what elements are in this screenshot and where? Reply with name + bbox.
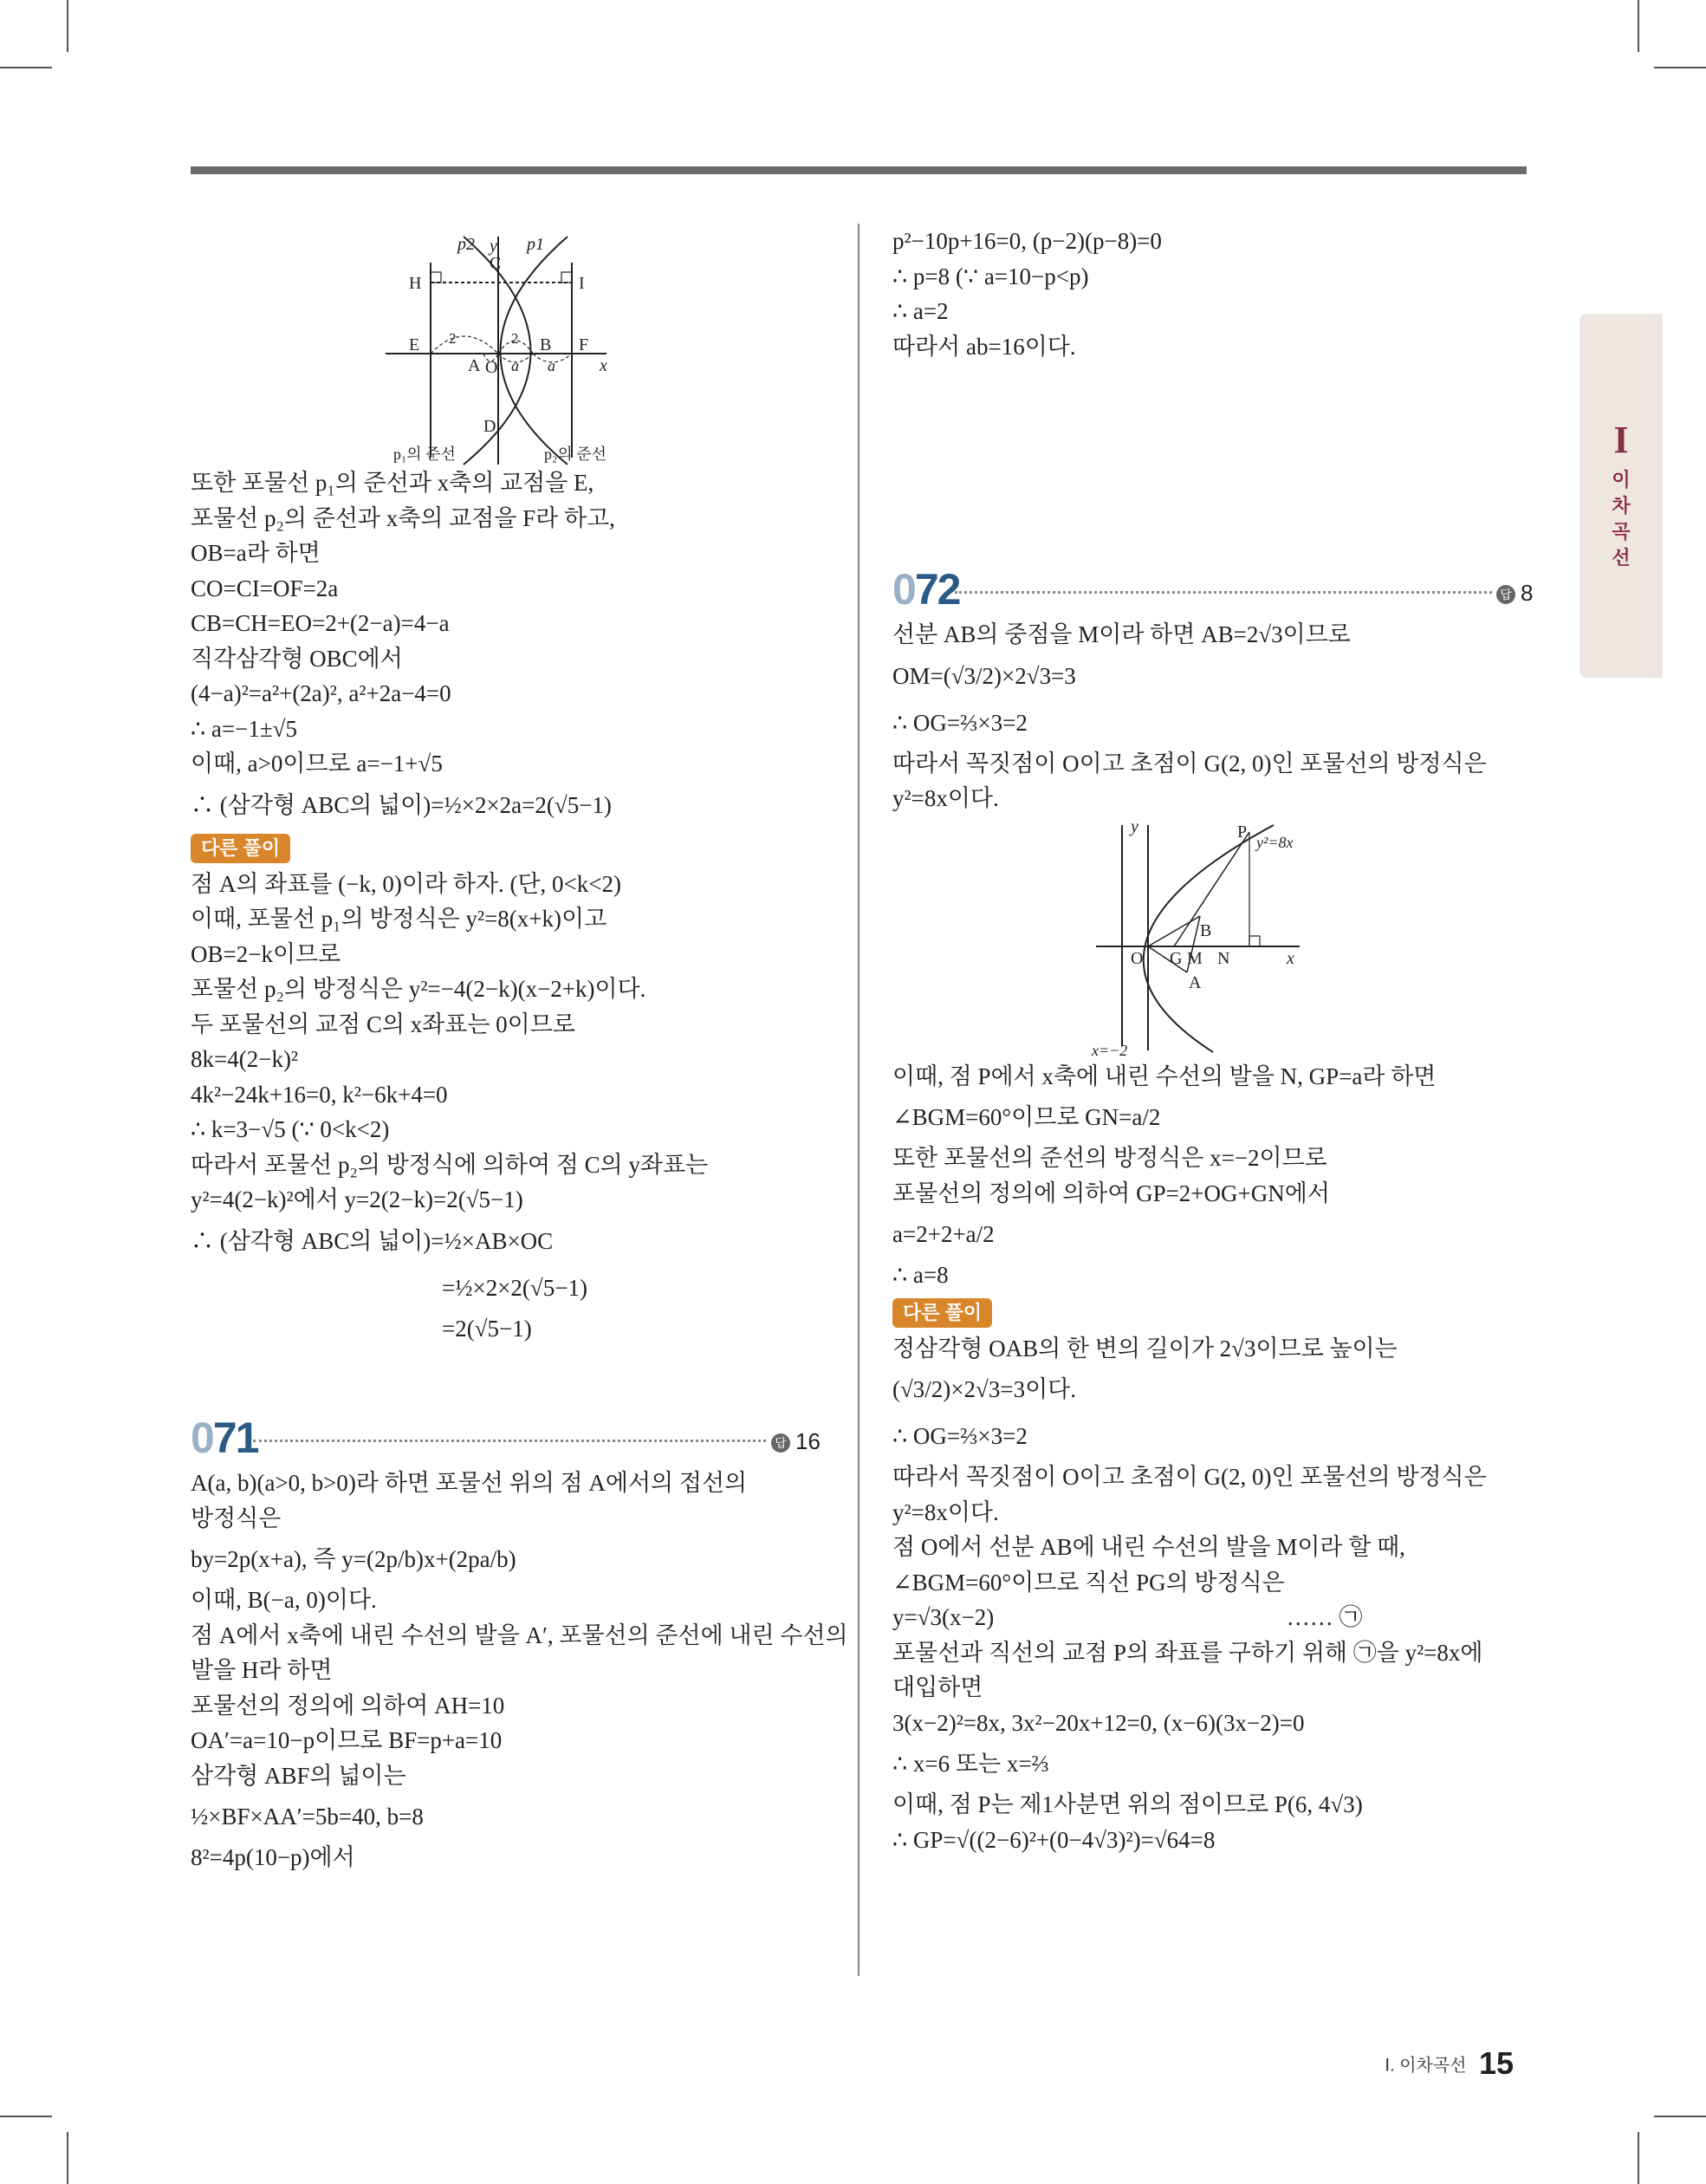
label-O: O: [1131, 948, 1144, 968]
label-M: M: [1187, 948, 1203, 968]
alt-line: 정삼각형 OAB의 한 변의 길이가 2√3이므로 높이는: [892, 1335, 1398, 1362]
alt-line: 포물선 p₂의 방정식은 y²=−4(2−k)(x−2+k)이다.: [191, 976, 646, 1002]
problem-number: 071: [191, 1414, 258, 1462]
label-x: x: [1287, 948, 1294, 968]
label-two-mid: 2: [511, 330, 519, 347]
alt-line: =½×2×2(√5−1): [442, 1274, 587, 1301]
answer-icon: 답: [1496, 585, 1515, 604]
solution-line: ∴ (삼각형 ABC의 넓이)=½×2×2a=2(√5−1): [191, 791, 612, 818]
solution-line: 포물선 p₂의 준선과 x축의 교점을 F라 하고,: [191, 504, 615, 531]
label-B: B: [540, 335, 552, 354]
problem-line: ½×BF×AA′=5b=40, b=8: [191, 1804, 424, 1830]
alt-line: ∴ k=3−√5 (∵ 0<k<2): [191, 1116, 390, 1142]
label-P: P: [1237, 822, 1248, 842]
chapter-roman: I: [1613, 419, 1629, 461]
label-directrix: x=−2: [1092, 1041, 1128, 1059]
right-column: [892, 224, 1534, 1857]
problem-line: OA′=a=10−p이므로 BF=p+a=10: [191, 1727, 503, 1753]
problem-line: y²=8x이다.: [892, 785, 999, 811]
alt-line: 이때, 포물선 p₁의 방정식은 y²=8(x+k)이고: [191, 906, 607, 932]
alt-line: 3(x−2)²=8x, 3x²−20x+12=0, (x−6)(3x−2)=0: [892, 1709, 1305, 1736]
problem-line: 삼각형 ABF의 넓이는: [191, 1762, 406, 1789]
alt-line: =2(√5−1): [442, 1315, 532, 1342]
chapter-side-tab: [1580, 314, 1663, 678]
alt-line: 이때, 점 P는 제1사분면 위의 점이므로 P(6, 4√3): [892, 1791, 1363, 1817]
problem-line: 이때, 점 P에서 x축에 내린 수선의 발을 N, GP=a라 하면: [892, 1063, 1437, 1089]
solution-line: (4−a)²=a²+(2a)², a²+2a−4=0: [191, 680, 451, 706]
alt-line: 따라서 포물선 p₂의 방정식에 의하여 점 C의 y좌표는: [191, 1151, 709, 1178]
label-E: E: [409, 335, 420, 354]
figure-parabola-triangle: [1092, 816, 1343, 1059]
alt-line: 점 O에서 선분 AB에 내린 수선의 발을 M이라 할 때,: [892, 1534, 1405, 1560]
dotted-leader: [253, 1440, 766, 1442]
solution-line: 따라서 ab=16이다.: [892, 333, 1076, 360]
alt-solution-tag-wrap: [191, 829, 832, 867]
label-p2: p2: [457, 235, 475, 254]
crop-mark: [67, 2132, 68, 2184]
label-p1: p1: [527, 235, 544, 254]
crop-mark: [1638, 0, 1639, 52]
alt-line: y²=4(2−k)²에서 y=2(2−k)=2(√5−1): [191, 1186, 523, 1212]
right-angle-mark: [1249, 936, 1260, 946]
segment-GP: [1174, 832, 1249, 946]
caption-directrix-p2: p₂의 준선: [544, 445, 607, 463]
problem-71-header: [191, 1410, 832, 1466]
answer-badge: 답 8: [1496, 575, 1533, 611]
problem-line: ∴ a=8: [892, 1262, 949, 1288]
dim-arc: [431, 336, 498, 354]
label-I: I: [579, 274, 585, 293]
alt-line: ∴ OG=⅔×3=2: [892, 1423, 1028, 1449]
alt-line: 두 포물선의 교점 C의 x좌표는 0이므로: [191, 1011, 575, 1037]
problem-line: ∠BGM=60°이므로 GN=a/2: [892, 1104, 1161, 1130]
label-y: y: [1131, 816, 1138, 836]
label-x: x: [600, 356, 607, 375]
solution-line: CB=CH=EO=2+(2−a)=4−a: [191, 610, 450, 636]
alt-line: ∠BGM=60°이므로 직선 PG의 방정식은: [892, 1569, 1285, 1596]
page-number: 15: [1478, 2045, 1514, 2081]
alt-line: ∴ (삼각형 ABC의 넓이)=½×AB×OC: [191, 1227, 554, 1254]
label-H: H: [409, 274, 422, 293]
alt-line: 대입하면: [892, 1674, 983, 1700]
problem-number: 072: [892, 565, 960, 614]
label-A: A: [1189, 972, 1202, 992]
problem-line: 또한 포물선의 준선의 방정식은 x=−2이므로: [892, 1145, 1327, 1171]
label-B: B: [1200, 920, 1212, 940]
footer-chapter: Ⅰ. 이차곡선: [1385, 2056, 1467, 2076]
alt-line: 포물선과 직선의 교점 P의 좌표를 구하기 위해 ㉠을 y²=8x에: [892, 1639, 1483, 1666]
label-F: F: [579, 335, 589, 354]
figure-two-parabolas: [381, 232, 632, 466]
label-A: A: [468, 356, 481, 375]
crop-mark: [1654, 67, 1706, 68]
alt-line: y²=8x이다.: [892, 1498, 999, 1525]
page-footer: [1385, 2045, 1514, 2082]
label-N: N: [1217, 948, 1230, 968]
answer-icon: 답: [771, 1433, 790, 1453]
alt-line: y=√3(x−2) …… ㉠: [892, 1604, 1363, 1630]
problem-line: 선분 AB의 중점을 M이라 하면 AB=2√3이므로: [892, 621, 1351, 647]
problem-line: 따라서 꼭짓점이 O이고 초점이 G(2, 0)인 포물선의 방정식은: [892, 750, 1487, 777]
chapter-vertical-title: [1580, 468, 1663, 572]
alt-line: ∴ GP=√((2−6)²+(0−4√3)²)=√64=8: [892, 1826, 1216, 1853]
right-angle-mark: [561, 272, 572, 283]
label-eq: y²=8x: [1256, 833, 1294, 851]
alt-line: 4k²−24k+16=0, k²−6k+4=0: [191, 1081, 448, 1108]
column-divider: [858, 224, 859, 1976]
problem-line: ∴ OG=⅔×3=2: [892, 709, 1028, 736]
caption-directrix-p1: p₁의 준선: [393, 445, 456, 463]
solution-line: p²−10p+16=0, (p−2)(p−8)=0: [892, 228, 1162, 254]
crop-mark: [1638, 2132, 1639, 2184]
chapter-char: 곡: [1612, 522, 1631, 543]
alt-line: ∴ x=6 또는 x=⅔: [892, 1751, 1049, 1777]
alt-line: OB=2−k이므로: [191, 940, 341, 967]
label-C: C: [490, 254, 502, 273]
crop-mark: [67, 0, 68, 52]
alt-line: 따라서 꼭짓점이 O이고 초점이 G(2, 0)인 포물선의 방정식은: [892, 1464, 1487, 1490]
label-a2: a: [548, 357, 555, 374]
right-angle-mark: [431, 272, 441, 283]
label-a1: a: [511, 357, 519, 374]
chapter-char: 차: [1612, 496, 1631, 517]
problem-72-header: [892, 562, 1534, 617]
label-G: G: [1170, 948, 1183, 968]
chapter-char: 이: [1612, 470, 1631, 491]
crop-mark: [1654, 2116, 1706, 2117]
label-y: y: [490, 237, 497, 256]
dotted-leader: [955, 591, 1492, 594]
problem-line: 방정식은: [191, 1505, 282, 1531]
problem-line: A(a, b)(a>0, b>0)라 하면 포물선 위의 점 A에서의 접선의: [191, 1470, 748, 1496]
alt-line: 8k=4(2−k)²: [191, 1046, 299, 1072]
left-column: [191, 465, 848, 1875]
alt-line: (√3/2)×2√3=3이다.: [892, 1376, 1076, 1402]
chapter-char: 선: [1612, 548, 1631, 569]
problem-line: a=2+2+a/2: [892, 1221, 995, 1247]
label-O: O: [485, 358, 498, 377]
crop-mark: [0, 67, 52, 68]
solution-line: 또한 포물선 p₁의 준선과 x축의 교점을 E,: [191, 470, 594, 496]
parabola-p1: [501, 237, 568, 465]
solution-line: ∴ a=2: [892, 298, 949, 324]
solution-line: ∴ p=8 (∵ a=10−p<p): [892, 263, 1089, 289]
label-D: D: [483, 417, 496, 436]
problem-line: OM=(√3/2)×2√3=3: [892, 662, 1076, 689]
problem-line: by=2p(x+a), 즉 y=(2p/b)x+(2pa/b): [191, 1546, 516, 1572]
alt-solution-tag: 다른 풀이: [191, 834, 290, 863]
crop-mark: [0, 2116, 52, 2117]
problem-line: 이때, B(−a, 0)이다.: [191, 1587, 377, 1613]
alt-solution-tag-wrap: [892, 1293, 1534, 1331]
alt-solution-tag: 다른 풀이: [892, 1298, 992, 1328]
answer-badge: 답 16: [771, 1424, 821, 1459]
header-rule: [191, 166, 1527, 174]
problem-line: 점 A에서 x축에 내린 수선의 발을 A′, 포물선의 준선에 내린 수선의: [191, 1622, 848, 1648]
solution-line: OB=a라 하면: [191, 540, 321, 566]
solution-line: 이때, a>0이므로 a=−1+√5: [191, 751, 443, 777]
solution-line: 직각삼각형 OBC에서: [191, 645, 403, 672]
problem-line: 포물선의 정의에 의하여 GP=2+OG+GN에서: [892, 1180, 1330, 1206]
problem-line: 포물선의 정의에 의하여 AH=10: [191, 1692, 505, 1719]
figure-2-wrap: [892, 816, 1534, 1059]
problem-line: 8²=4p(10−p)에서: [191, 1844, 355, 1870]
solution-line: CO=CI=OF=2a: [191, 575, 339, 601]
problem-line: 발을 H라 하면: [191, 1657, 333, 1683]
label-two-left: 2: [449, 330, 457, 347]
solution-line: ∴ a=−1±√5: [191, 715, 298, 742]
alt-line: 점 A의 좌표를 (−k, 0)이라 하자. (단, 0<k<2): [191, 870, 621, 897]
